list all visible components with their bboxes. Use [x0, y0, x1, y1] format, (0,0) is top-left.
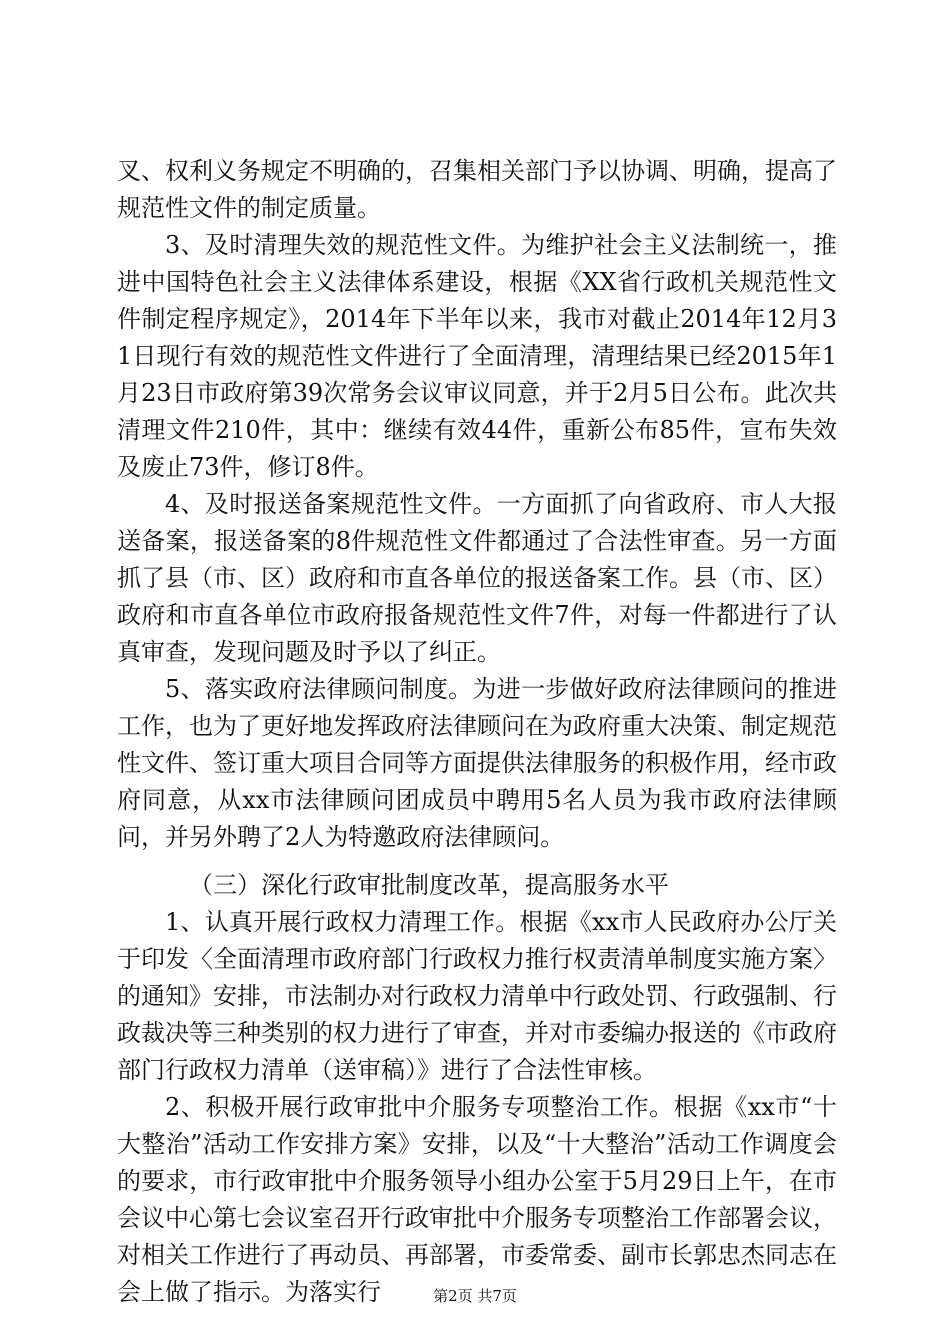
paragraph-continuation: 叉、权利义务规定不明确的，召集相关部门予以协调、明确，提高了规范性文件的制定质量。 [117, 157, 837, 222]
paragraph-item-5: 5、落实政府法律顾问制度。为进一步做好政府法律顾问的推进工作，也为了更好地发挥政府法律顾问在为政府重大决策、制定规范性文件、签订重大项目合同等方面提供法律服务的积极作用，经市政府同意，从xx市法律顾问团成员中聘用5名人员为我市政府法律顾问，并另外聘了2人为特邀政府法律顾问。 [117, 675, 837, 851]
paragraph-item-4: 4、及时报送备案规范性文件。一方面抓了向省政府、市人大报送备案，报送备案的8件规范性文件都通过了合法性审查。另一方面抓了县（市、区）政府和市直各单位的报送备案工作。县（市、区）政府和市直各单位市政府报备规范性文件7件，对每一件都进行了认真审查，发现问题及时予以了纠正。 [117, 490, 837, 666]
document-body [117, 153, 837, 1311]
paragraph-item-3: 3、及时清理失效的规范性文件。为维护社会主义法制统一，推进中国特色社会主义法律体系建设，根据《XX省行政机关规范性文件制定程序规定》，2014年下半年以来，我市对截止2014年12月31日现行有效的规范性文件进行了全面清理，清理结果已经2015年1月23日市政府第39次常务会议审议同意，并于2月5日公布。此次共清理文件210件，其中：继续有效44件，重新公布85件，宣布失效及废止73件，修订8件。 [117, 231, 837, 481]
page-number-footer: 第2页 共7页 [433, 1287, 517, 1305]
section-paragraph-item-1: 1、认真开展行政权力清理工作。根据《xx市人民政府办公厅关于印发〈全面清理市政府部门行政权力推行权责清单制度实施方案〉的通知》安排，市法制办对行政权力清单中行政处罚、行政强制、行政裁决等三种类别的权力进行了审查，并对市委编办报送的《市政府部门行政权力清单（送审稿）》进行了合法性审核。 [117, 908, 837, 1084]
section-heading: （三）深化行政审批制度改革，提高服务水平 [189, 871, 669, 899]
section-paragraph-item-2: 2、积极开展行政审批中介服务专项整治工作。根据《xx市“十大整治”活动工作安排方案》安排，以及“十大整治”活动工作调度会的要求，市行政审批中介服务领导小组办公室于5月29日上午，在市会议中心第七会议室召开行政审批中介服务专项整治工作部署会议，对相关工作进行了再动员、再部署，市委常委、副市长郭忠杰同志在会上做了指示。为落实行 [117, 1093, 837, 1306]
